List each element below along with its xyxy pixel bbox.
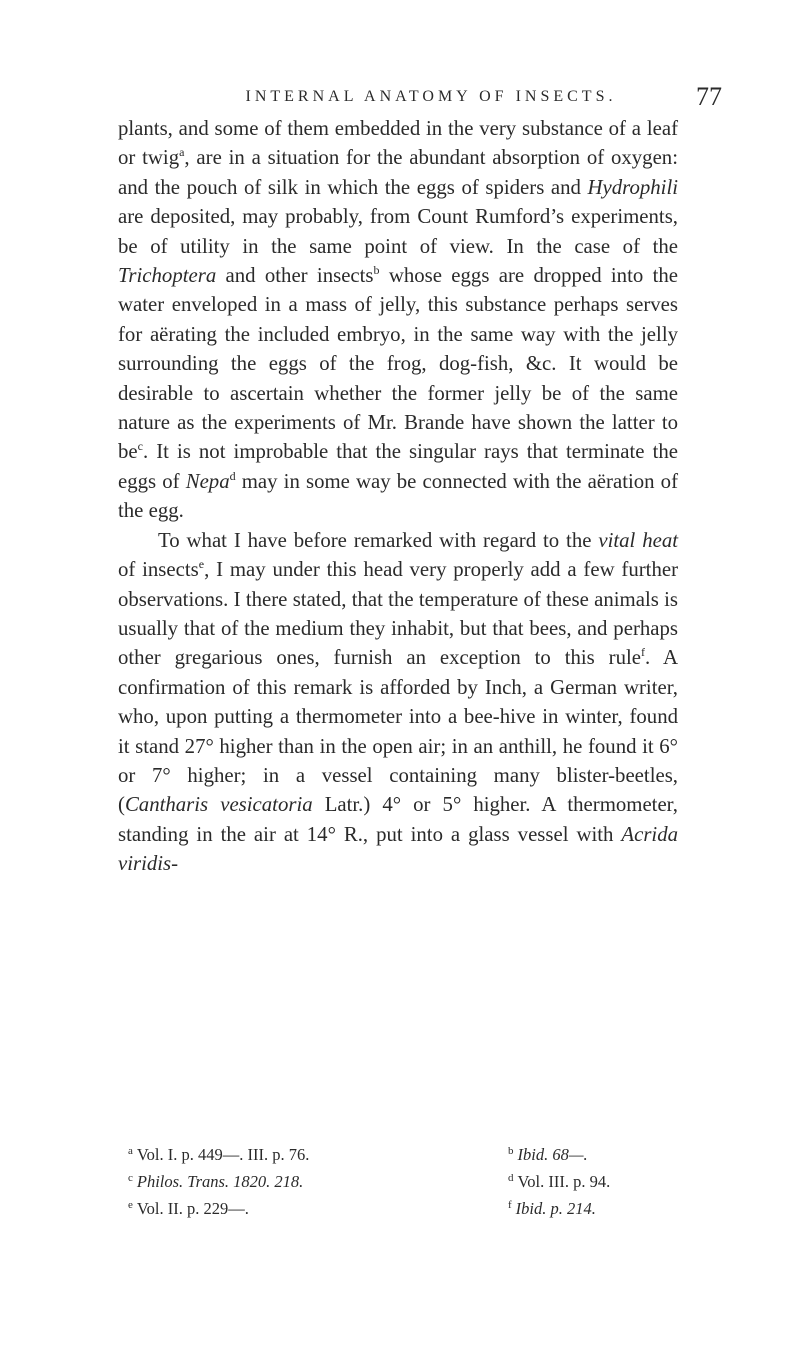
footnote (118, 1168, 508, 1195)
footnote-row (118, 1141, 678, 1168)
footnote-text: Ibid. p. 214. (515, 1199, 596, 1218)
footnote-mark: a (128, 1145, 133, 1157)
footnote-mark: e (128, 1199, 133, 1211)
footnote-row (118, 1168, 678, 1195)
footnote-text: Vol. II. p. 229—. (136, 1199, 249, 1218)
text-run: . A confirmation of this remark is afforded by Inch, a German writer, who, upon putting a thermometer into a bee-hive in winter, found it stand 27° higher than in the open air; in an anthill, he found it 6° or 7° higher; in a vessel containing many blister-beetles, ( (118, 646, 678, 817)
footnote (508, 1141, 678, 1168)
footnote-ref: f (641, 645, 646, 660)
footnote-text: Philos. Trans. 1820. 218. (136, 1172, 304, 1191)
footnote-text: Ibid. 68—. (517, 1145, 588, 1164)
text-run: , I may under this head very properly add a few further observations. I there stated, that the temperature of these animals is usually that of the medium they inhabit, but that bees, and perhaps other gregarious ones, furnish an exception to this rule (118, 558, 678, 670)
page-number: 77 (696, 82, 722, 111)
footnotes (118, 1141, 678, 1222)
italic-term: vital heat (598, 528, 679, 552)
running-head: INTERNAL ANATOMY OF INSECTS. (245, 88, 617, 105)
text-run: are deposited, may probably, from Count Rumford’s experiments, be of utility in the same point of view. In the case of the (118, 205, 678, 258)
footnote-mark: f (508, 1199, 512, 1211)
footnote-ref: a (179, 145, 185, 160)
italic-term: Acrida viridis- (118, 822, 678, 876)
text-run: , are in a situation for the abundant absorption of oxygen: and the pouch of silk in which the eggs of spiders and (118, 146, 678, 199)
text-run: To what I have before remarked with regard to the (158, 528, 599, 552)
footnote (508, 1195, 678, 1222)
page-header (140, 82, 722, 112)
paragraph-2 (118, 526, 678, 879)
footnote-mark: b (508, 1145, 514, 1157)
footnote (118, 1195, 508, 1222)
text-run: may in some way be connected with the aëration of the egg. (118, 469, 678, 523)
footnote-ref: b (373, 263, 380, 278)
paragraph-1 (118, 114, 678, 526)
italic-term: Trichoptera (118, 264, 217, 288)
italic-term: Hydrophili (587, 175, 678, 199)
text-run: . It is not improbable that the singular rays that terminate the eggs of (118, 440, 678, 493)
footnote-ref: d (229, 468, 236, 483)
footnote-row (118, 1195, 678, 1222)
text-run: plants, and some of them embedded in the very substance of a leaf or twig (118, 117, 678, 170)
italic-term: Cantharis vesicatoria (124, 793, 313, 817)
footnote-mark: c (128, 1172, 133, 1184)
italic-term: Nepa (185, 469, 230, 493)
footnote (508, 1168, 678, 1195)
text-run: of insects (118, 558, 199, 582)
text-run: whose eggs are dropped into the water enveloped in a mass of jelly, this substance perhaps serves for aërating the included embryo, in the same way with the jelly surrounding the eggs of the frog, dog-fish, &c. It would be desirable to ascertain whether the former jelly be of the same nature as the experiments of Mr. Brande have shown the latter to be (118, 264, 678, 464)
footnote-ref: e (198, 557, 205, 572)
footnote-ref: c (137, 439, 143, 454)
text-run: Latr.) 4° or 5° higher. A thermometer, standing in the air at 14° R., put into a glass vessel with (118, 793, 678, 846)
footnote (118, 1141, 508, 1168)
footnote-mark: d (508, 1172, 514, 1184)
footnote-text: Vol. III. p. 94. (517, 1172, 611, 1191)
body-text (118, 114, 678, 879)
footnote-text: Vol. I. p. 449—. III. p. 76. (136, 1145, 310, 1164)
text-run: and other insects (216, 264, 374, 288)
